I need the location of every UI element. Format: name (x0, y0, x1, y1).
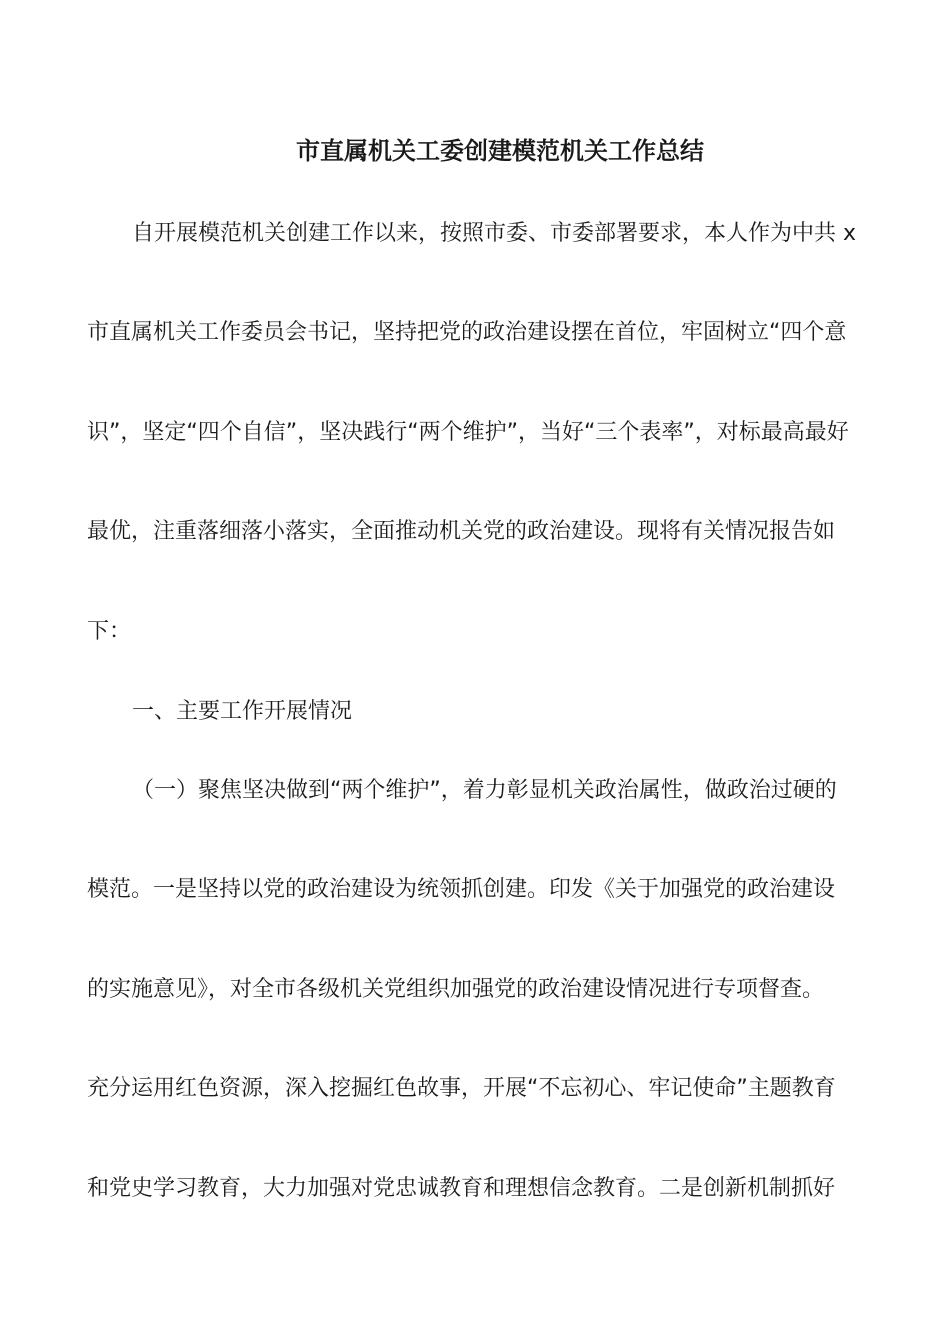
paragraph-line: 识”，坚定“四个自信”，坚决践行“两个维护”，当好“三个表率”，对标最高最好 (87, 420, 849, 445)
paragraph-line: 和党史学习教育，大力加强对党忠诚教育和理想信念教育。二是创新机制抓好 (87, 1176, 836, 1201)
section-heading: 一、主要工作开展情况 (132, 699, 353, 724)
paragraph-line: 模范。一是坚持以党的政治建设为统领抓创建。印发《关于加强党的政治建设 (87, 877, 836, 902)
paragraph-line: 下： (87, 619, 132, 644)
paragraph-line: （一）聚焦坚决做到“两个维护”，着力彰显机关政治属性，做政治过硬的 (132, 778, 837, 803)
paragraph-line: 的实施意见》，对全市各级机关党组织加强党的政治建设情况进行专项督查。 (87, 977, 825, 1002)
paragraph-line: 充分运用红色资源，深入挖掘红色故事，开展“不忘初心、牢记使命”主题教育 (87, 1076, 836, 1101)
paragraph-line: 最优，注重落细落小落实，全面推动机关党的政治建设。现将有关情况报告如 (87, 519, 836, 544)
paragraph-line: 自开展模范机关创建工作以来，按照市委、市委部署要求，本人作为中共 x (132, 221, 857, 246)
paragraph-line: 市直属机关工作委员会书记，坚持把党的政治建设摆在首位，牢固树立“四个意 (87, 320, 847, 345)
document-title: 市直属机关工委创建模范机关工作总结 (296, 137, 704, 165)
